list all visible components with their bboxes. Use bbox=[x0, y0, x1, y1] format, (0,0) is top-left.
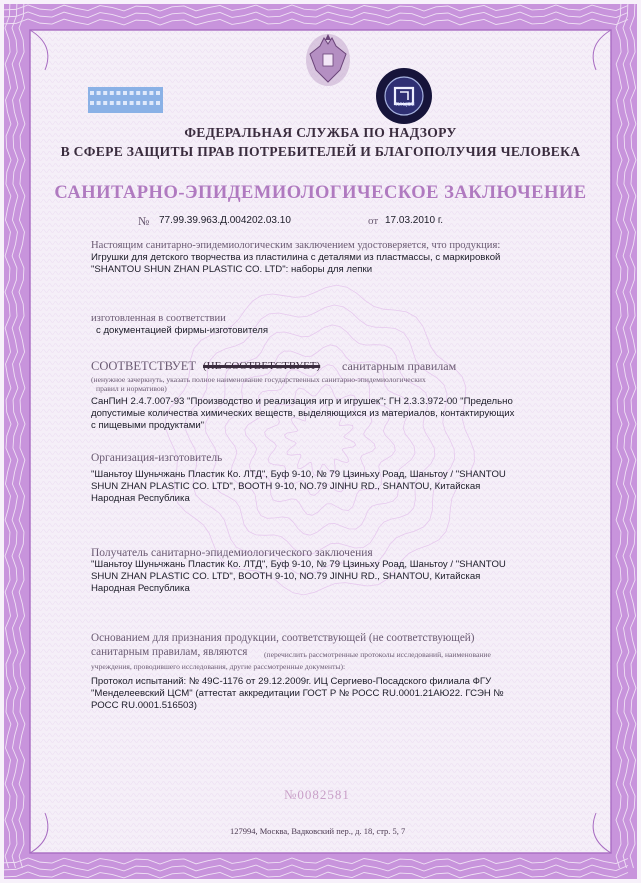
conformity-word: СООТВЕТСТВУЕТ bbox=[91, 359, 197, 373]
certification-logo-icon bbox=[376, 68, 432, 124]
manufacturer-label: Организация-изготовитель bbox=[91, 452, 223, 464]
manufacturer-line: "Шаньтоу Шуньчжань Пластик Ко. ЛТД", Буф 9-10, № 79 Цзиньху Роад, Шаньтоу / "SHANTOU bbox=[91, 469, 506, 480]
manufactured-label: изготовленная в соответствии bbox=[91, 313, 226, 324]
conformity-note: правил и нормативов) bbox=[96, 384, 167, 393]
conformity-struck: (НЕ СООТВЕТСТВУЕТ) bbox=[203, 360, 321, 372]
basis-note: учреждения, проводившего исследования, другие рассмотренные документы): bbox=[91, 662, 346, 671]
page-title: САНИТАРНО-ЭПИДЕМИОЛОГИЧЕСКОЕ ЗАКЛЮЧЕНИЕ bbox=[54, 183, 587, 203]
issuer-address: 127994, Москва, Вадковский пер., д. 18, стр. 5, 7 bbox=[230, 826, 406, 836]
basis-label: Основанием для признания продукции, соответствующей (не соответствующей) bbox=[91, 632, 475, 644]
manufacturer-line: SHUN ZHAN PLASTIC CO. LTD", BOOTH 9-10, NO.79 JINHU RD., SHANTOU, Китайская bbox=[91, 481, 481, 492]
certificate-number: 77.99.39.963.Д.004202.03.10 bbox=[159, 215, 291, 226]
conformity-line: допустимые количества химических веществ, выделяющихся из материалов, контактирующих bbox=[91, 408, 515, 419]
recipient-line: SHUN ZHAN PLASTIC CO. LTD", BOOTH 9-10, NO.79 JINHU RD., SHANTOU, Китайская bbox=[91, 571, 481, 582]
hologram-sticker-icon bbox=[88, 87, 163, 113]
product-intro: Настоящим санитарно-эпидемиологическим заключением удостоверяется, что продукция: bbox=[91, 240, 501, 251]
certificate-date: 17.03.2010 г. bbox=[385, 215, 444, 226]
product-line: Игрушки для детского творчества из пластилина с деталями из пластмассы, с маркировкой bbox=[91, 252, 501, 263]
basis-label: санитарным правилам, являются bbox=[91, 646, 248, 658]
recipient-line: "Шаньтоу Шуньчжань Пластик Ко. ЛТД", Буф 9-10, № 79 Цзиньху Роад, Шаньтоу / "SHANTOU bbox=[91, 559, 506, 570]
serial-number: №0082581 bbox=[284, 787, 350, 802]
conformity-line: СанПиН 2.4.7.007-93 "Производство и реализация игр и игрушек"; ГН 2.3.3.972-00 "Предельно bbox=[91, 396, 513, 407]
product-line: "SHANTOU SHUN ZHAN PLASTIC CO. LTD": наборы для лепки bbox=[91, 264, 373, 275]
coat-of-arms-icon bbox=[306, 34, 350, 86]
basis-line: Протокол испытаний: № 49С-1176 от 29.12.2009г. ИЦ Сергиево-Посадского филиала ФГУ bbox=[91, 676, 492, 687]
recipient-line: Народная Республика bbox=[91, 583, 190, 594]
number-label: № bbox=[138, 214, 150, 228]
conformity-note: (ненужное зачеркнуть, указать полное наименование государственных санитарно-эпидемиологических bbox=[91, 375, 426, 384]
org-line-1: ФЕДЕРАЛЬНАЯ СЛУЖБА ПО НАДЗОРУ bbox=[184, 125, 457, 140]
conformity-suffix: санитарным правилам bbox=[342, 359, 457, 373]
basis-line: "Менделеевский ЦСМ" (аттестат аккредитации ГОСТ Р № РОСС RU.0001.21АЮ22. ГСЭН № bbox=[91, 688, 504, 699]
manufactured-value: с документацией фирмы-изготовителя bbox=[96, 325, 269, 336]
basis-note: (перечислить рассмотренные протоколы исследований, наименование bbox=[264, 650, 491, 659]
basis-line: РОСС RU.0001.516503) bbox=[91, 700, 197, 711]
org-line-2: В СФЕРЕ ЗАЩИТЫ ПРАВ ПОТРЕБИТЕЛЕЙ И БЛАГОПОЛУЧИЯ ЧЕЛОВЕКА bbox=[60, 144, 581, 159]
recipient-label: Получатель санитарно-эпидемиологического заключения bbox=[91, 547, 373, 559]
manufacturer-line: Народная Республика bbox=[91, 493, 190, 504]
conformity-line: с пищевыми продуктами" bbox=[91, 420, 205, 431]
date-label: от bbox=[368, 215, 379, 227]
logo-caption: ГИ ЦСМ bbox=[395, 102, 415, 108]
